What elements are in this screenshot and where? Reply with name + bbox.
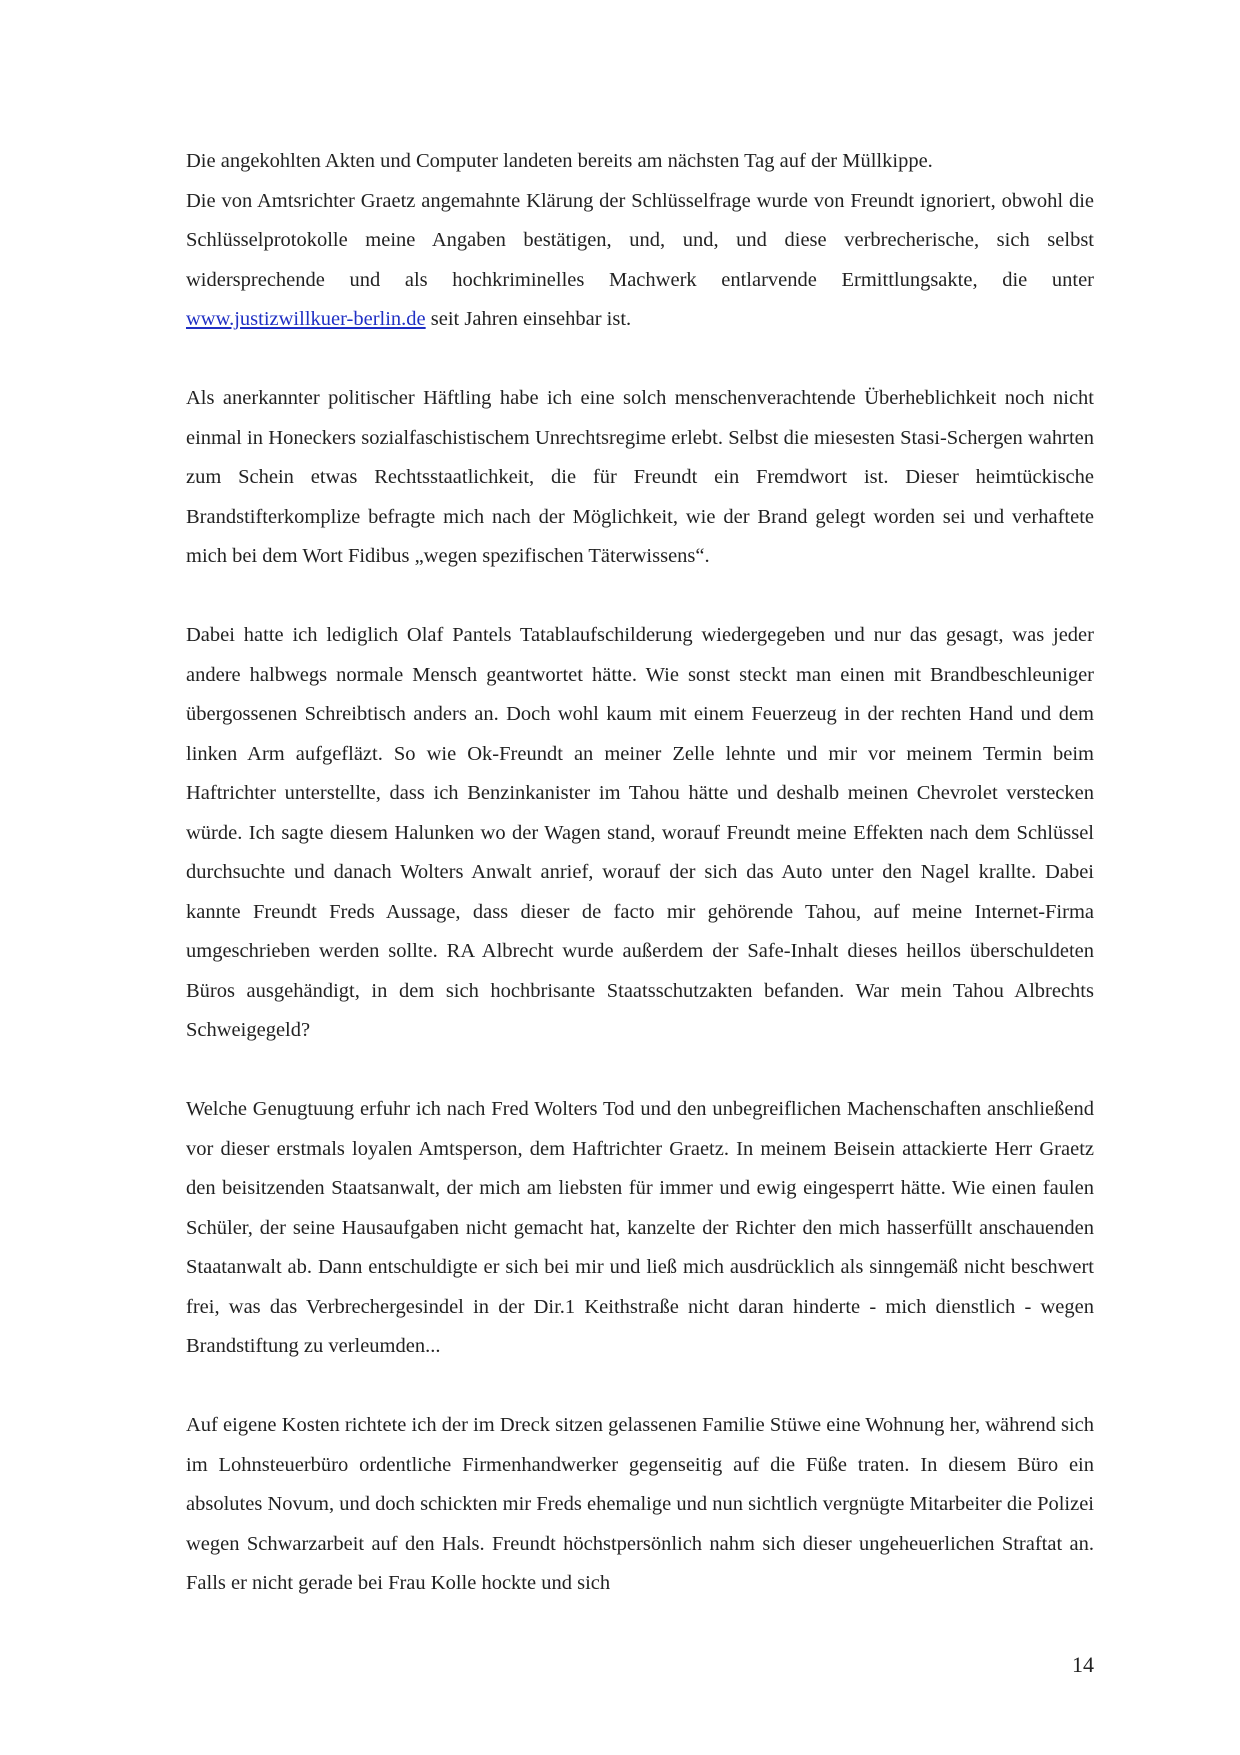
document-body [186, 142, 1094, 1643]
paragraph-familie-stuewe: Auf eigene Kosten richtete ich der im Dreck sitzen gelassenen Familie Stüwe eine Wohnung her, während sich im Lohnsteuerbüro ordentliche Firmenhandwerker gegenseitig auf die Füße traten. In diesem Büro ein absolutes Novum, und doch schickten mir Freds ehemalige und nun sichtlich vergnügte Mitarbeiter die Polizei wegen Schwarzarbeit auf den Hals. Freundt höchstpersönlich nahm sich dieser ungeheuerlichen Straftat an. Falls er nicht gerade bei Frau Kolle hockte und sich [186, 1414, 1094, 1594]
paragraph-key-question-tail: seit Jahren einsehbar ist. [425, 308, 632, 330]
paragraph-opening-line: Die angekohlten Akten und Computer landeten bereits am nächsten Tag auf der Müllkippe. [186, 150, 933, 172]
paragraph-haftrichter: Welche Genugtuung erfuhr ich nach Fred Wolters Tod und den unbegreiflichen Machenschaften anschließend vor dieser erstmals loyalen Amtsperson, dem Haftrichter Graetz. In meinem Beisein attackierte Herr Graetz den beisitzenden Staatsanwalt, der mich am liebsten für immer und ewig eingesperrt hätte. Wie einen faulen Schüler, der seine Hausaufgaben nicht gemacht hat, kanzelte der Richter den mich hasserfüllt anschauenden Staatanwalt ab. Dann entschuldigte er sich bei mir und ließ mich ausdrücklich als sinngemäß nicht beschwert frei, was das Verbrechergesindel in der Dir.1 Keithstraße nicht daran hinderte - mich dienstlich - wegen Brandstiftung zu verleumden... [186, 1098, 1094, 1357]
paragraph-political-prisoner: Als anerkannter politischer Häftling habe ich eine solch menschenverachtende Überheblichkeit noch nicht einmal in Honeckers sozialfaschistischem Unrechtsregime erlebt. Selbst die miesesten Stasi-Schergen wahrten zum Schein etwas Rechtsstaatlichkeit, die für Freundt ein Fremdwort ist. Dieser heimtückische Brandstifterkomplize befragte mich nach der Möglichkeit, wie der Brand gelegt worden sei und verhaftete mich bei dem Wort Fidibus „wegen spezifischen Täterwissens“. [186, 387, 1094, 567]
paragraph-key-question-text: Die von Amtsrichter Graetz angemahnte Klärung der Schlüsselfrage wurde von Freundt ignoriert, obwohl die Schlüsselprotokolle meine Angaben bestätigen, und, und, und diese verbrecherische, sich selbst widersprechende und als hochkriminelles Machwerk entlarvende Ermittlungsakte, die unter [186, 189, 1094, 291]
paragraph-tatablauf: Dabei hatte ich lediglich Olaf Pantels Tatablaufschilderung wiedergegeben und nur das gesagt, was jeder andere halbwegs normale Mensch geantwortet hätte. Wie sonst steckt man einen mit Brandbeschleuniger übergossenen Schreibtisch anders an. Doch wohl kaum mit einem Feuerzeug in der rechten Hand und dem linken Arm aufgefläzt. So wie Ok-Freundt an meiner Zelle lehnte und mir vor meinem Termin beim Haftrichter unterstellte, dass ich Benzinkanister im Tahou hätte und deshalb meinen Chevrolet verstecken würde. Ich sagte diesem Halunken wo der Wagen stand, worauf Freundt meine Effekten nach dem Schlüssel durchsuchte und danach Wolters Anwalt anrief, worauf der sich das Auto unter den Nagel krallte. Dabei kannte Freundt Freds Aussage, dass dieser de facto mir gehörende Tahou, auf meine Internet-Firma umgeschrieben werden sollte. RA Albrecht wurde außerdem der Safe-Inhalt dieses heillos überschuldeten Büros ausgehändigt, in dem sich hochbrisante Staatsschutzakten befanden. War mein Tahou Albrechts Schweigegeld? [186, 624, 1094, 1041]
paragraph-key-question [186, 182, 1094, 340]
page-number: 14 [1072, 1652, 1094, 1677]
justizwillkuer-link[interactable]: www.justizwillkuer-berlin.de [186, 308, 426, 330]
